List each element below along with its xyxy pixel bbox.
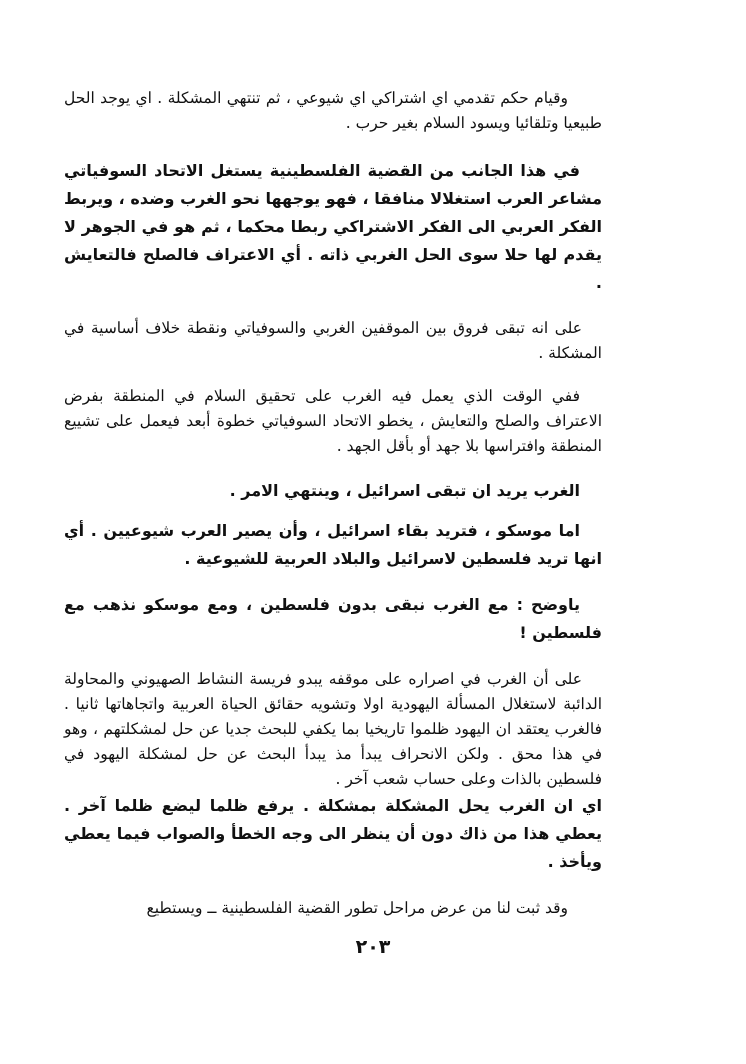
paragraph-2: في هذا الجانب من القضية الفلسطينية يستغل الاتحاد السوفياتي مشاعر العرب استغلالا منافقا ، فهو يوجهها نحو الغرب وضده ، ويربط الفكر العربي الى الفكر الاشتراكي ربطا محكما ، ثم هو في الجوهر لا يقدم لها حلا سوى الحل الغربي ذاته . أي الاعتراف فالصلح فالتعايش . bbox=[64, 161, 602, 292]
paragraph-9: اي ان الغرب يحل المشكلة بمشكلة . يرفع ظلما ليضع ظلما آخر . يعطي هذا من ذاك دون أن ينظر الى وجه الخطأ والصواب فيما يعطي ويأخذ . bbox=[64, 796, 602, 871]
paragraph-4: ففي الوقت الذي يعمل فيه الغرب على تحقيق السلام في المنطقة بفرض الاعتراف والصلح والتعايش ، يخطو الاتحاد السوفياتي خطوة أبعد فيعمل على تشييع المنطقة وافتراسها بلا جهد أو بأقل الجهد . bbox=[64, 387, 602, 455]
paragraph-8: على أن الغرب في اصراره على موقفه يبدو فريسة النشاط الصهيوني والمحاولة الدائبة لاستغلال المسألة اليهودية اولا وتشويه حقائق الحياة العربية واتجاهاتها ثانيا . فالغرب يعتقد ان اليهود ظلموا تاريخيا بما يكفي للبحث جديا عن حل لمشكلتهم ، وهو في هذا محق . ولكن الانحراف يبدأ مذ يبدأ البحث عن حل لمشكلة اليهود في فلسطين بالذات وعلى حساب شعب آخر . bbox=[64, 670, 602, 788]
paragraph-10: وقد ثبت لنا من عرض مراحل تطور القضية الفلسطينية ــ ويستطيع bbox=[146, 899, 568, 917]
paragraph-3: على انه تبقى فروق بين الموقفين الغربي والسوفياتي ونقطة خلاف أساسية في المشكلة . bbox=[64, 319, 602, 362]
paragraph-5: الغرب يريد ان تبقى اسرائيل ، وينتهي الامر . bbox=[229, 481, 580, 500]
paragraph-1: وقيام حكم تقدمي اي اشتراكي اي شيوعي ، ثم تنتهي المشكلة . اي يوجد الحل طبيعيا وتلقائيا ويسود السلام بغير حرب . bbox=[64, 89, 602, 132]
page-number: ٢٠٣ bbox=[355, 936, 391, 958]
paragraph-6: اما موسكو ، فتريد بقاء اسرائيل ، وأن يصير العرب شيوعيين . أي انها تريد فلسطين لاسرائيل والبلاد العربية للشيوعية . bbox=[64, 521, 602, 568]
paragraph-8-group bbox=[64, 667, 602, 876]
page-body bbox=[64, 86, 602, 921]
paragraph-7: ياوضح : مع الغرب نبقى بدون فلسطين ، ومع موسكو نذهب مع فلسطين ! bbox=[64, 595, 602, 642]
